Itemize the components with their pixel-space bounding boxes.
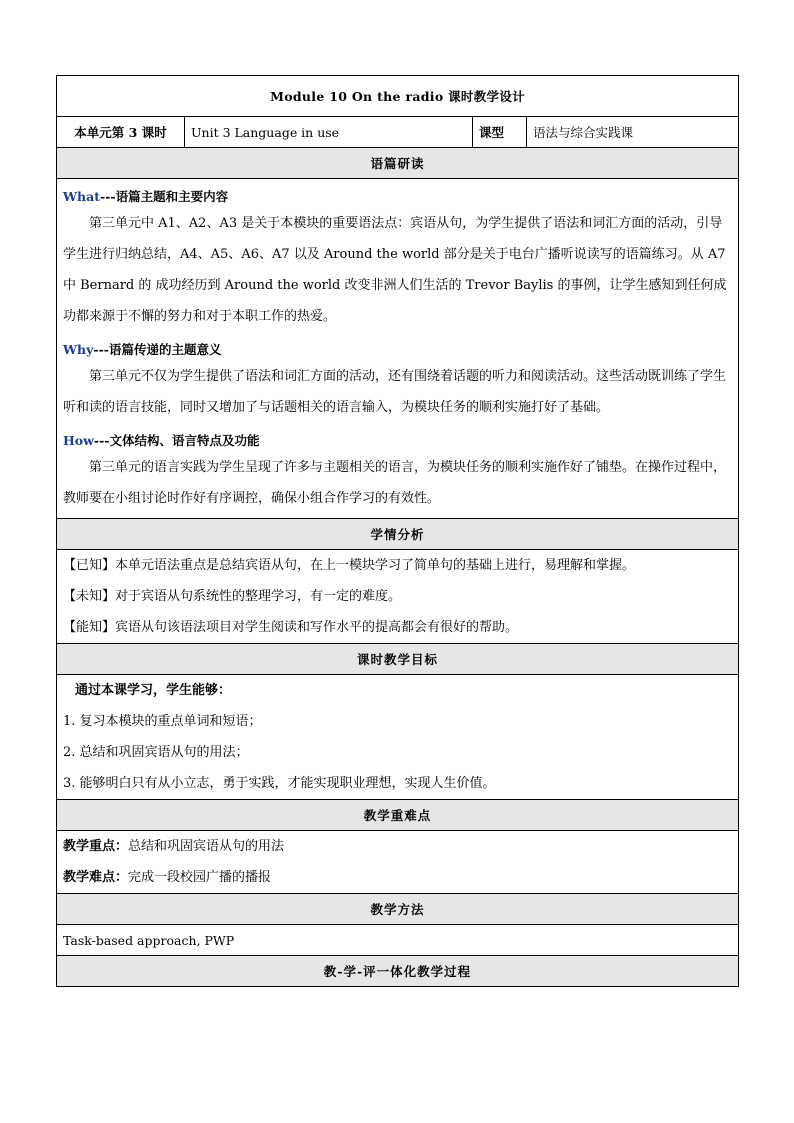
objectives-content (57, 675, 739, 800)
section-header-objectives: 课时教学目标 (57, 644, 739, 675)
key-points-content (57, 831, 739, 894)
teaching-difficulty-text: 完成一段校园广播的播报 (128, 870, 272, 885)
page-title: Module 10 On the radio 课时教学设计 (57, 76, 739, 117)
what-heading-cn: ---语篇主题和主要内容 (100, 189, 229, 204)
section-header-text-study: 语篇研读 (57, 148, 739, 179)
lesson-plan-table (56, 75, 739, 987)
learner-known: 【已知】本单元语法重点是总结宾语从句，在上一模块学习了简单句的基础上进行，易理解和掌握。 (63, 558, 636, 573)
how-heading-en: How (63, 433, 94, 448)
why-heading (63, 342, 732, 357)
what-heading-en: What (63, 189, 100, 204)
teaching-focus-label: 教学重点： (63, 839, 129, 854)
learner-analysis-content (57, 550, 739, 644)
methods-text: Task-based approach, PWP (57, 925, 739, 956)
why-heading-cn: ---语篇传递的主题意义 (93, 342, 222, 357)
lesson-number-label: 本单元第 3 课时 (57, 117, 185, 148)
objective-item: 1. 复习本模块的重点单词和短语； (63, 714, 262, 729)
section-header-process: 教-学-评一体化教学过程 (57, 956, 739, 987)
section-header-methods: 教学方法 (57, 894, 739, 925)
why-heading-en: Why (63, 342, 94, 357)
learner-unknown: 【未知】对于宾语从句系统性的整理学习，有一定的难度。 (63, 589, 402, 604)
teaching-difficulty-label: 教学难点： (63, 870, 129, 885)
lesson-type-value: 语法与综合实践课 (527, 117, 739, 148)
objective-item: 2. 总结和巩固宾语从句的用法； (63, 745, 249, 760)
lesson-type-label: 课型 (473, 117, 527, 148)
section-header-learner-analysis: 学情分析 (57, 519, 739, 550)
teaching-focus-text: 总结和巩固宾语从句的用法 (128, 839, 285, 854)
teaching-focus (63, 831, 732, 862)
objectives-intro: 通过本课学习，学生能够： (75, 683, 232, 698)
objective-item: 3. 能够明白只有从小立志，勇于实践，才能实现职业理想，实现人生价值。 (63, 776, 496, 791)
section-header-key-points: 教学重难点 (57, 800, 739, 831)
text-study-content (57, 179, 739, 519)
how-heading (63, 433, 732, 448)
learner-able: 【能知】宾语从句该语法项目对学生阅读和写作水平的提高都会有很好的帮助。 (63, 620, 519, 635)
how-paragraph: 第三单元的语言实践为学生呈现了许多与主题相关的语言，为模块任务的顺利实施作好了铺垫。在操作过程中，教师要在小组讨论时作好有序调控，确保小组合作学习的有效性。 (63, 460, 727, 506)
what-heading (63, 189, 732, 204)
why-paragraph: 第三单元不仅为学生提供了语法和词汇方面的活动，还有围绕着话题的听力和阅读活动。这些活动既训练了学生听和读的语言技能，同时又增加了与话题相关的语言输入，为模块任务的顺利实施打好了基础。 (63, 369, 727, 415)
what-paragraph: 第三单元中 A1、A2、A3 是关于本模块的重要语法点：宾语从句，为学生提供了语法和词汇方面的活动，引导学生进行归纳总结，A4、A5、A6、A7 以及 Around the world 部分是关于电台广播听说读写的语篇练习。从 A7 中 Bernard 的 成功经历到 Around the world 改变非洲人们生活的 Trevor Baylis 的事例，让学生感知到任何成功都来源于不懈的努力和对于本职工作的热爱。 (63, 216, 727, 324)
unit-name: Unit 3 Language in use (185, 117, 473, 148)
how-heading-cn: ---文体结构、语言特点及功能 (93, 433, 260, 448)
teaching-difficulty (63, 862, 732, 893)
